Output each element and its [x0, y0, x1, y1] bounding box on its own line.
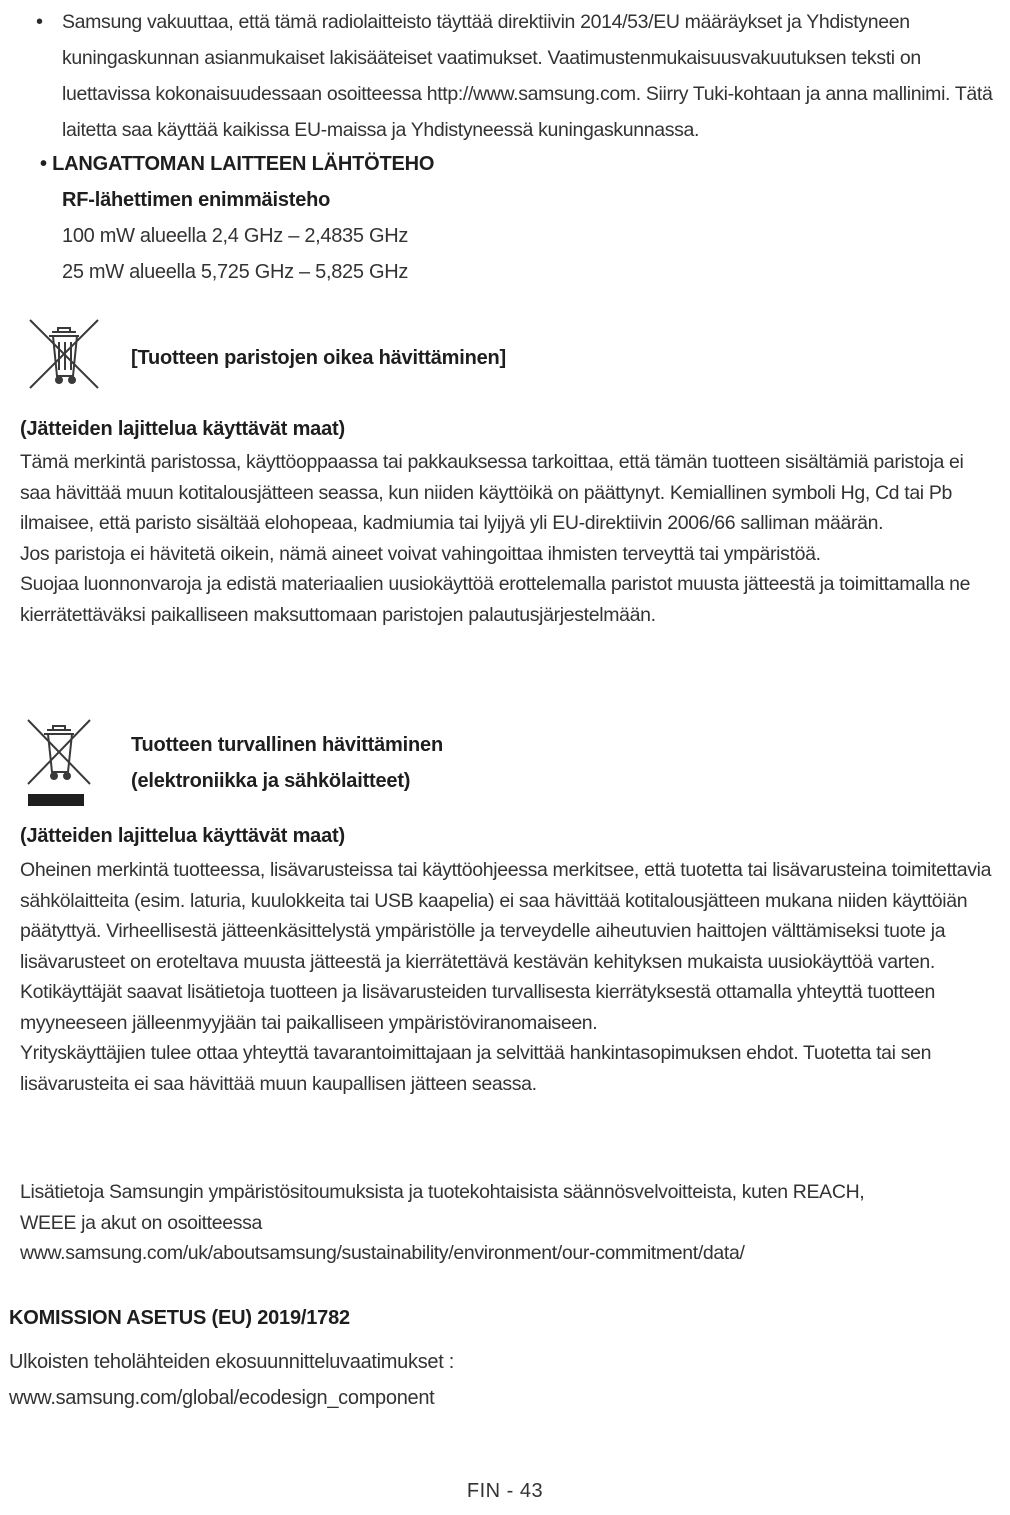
bullet-dot: • [36, 11, 44, 33]
battery-paragraphs [20, 447, 995, 630]
weee-subheading: (Jätteiden lajittelua käyttävät maat) [20, 825, 345, 847]
weee-paragraph-3: Yrityskäyttäjien tulee ottaa yhteyttä tavarantoimittajaan ja selvittää hankintasopimuksen ehdot. Tuotetta tai sen lisävarusteita ei saa hävittää muun kaupallisen jätteen seassa. [20, 1042, 932, 1095]
more-info-line-2: WEEE ja akut on osoitteessa [20, 1211, 263, 1234]
regulation-line: Ulkoisten teholähteiden ekosuunnitteluvaatimukset : [9, 1351, 454, 1373]
rf-line-2-4ghz: 100 mW alueella 2,4 GHz – 2,4835 GHz [62, 225, 409, 247]
regulation-block [9, 1344, 454, 1416]
rf-subheading: RF-lähettimen enimmäisteho [62, 189, 331, 211]
more-info-line-1: Lisätietoja Samsungin ympäristösitoumuksista ja tuotekohtaisista säännösvelvoitteista, kuten REACH, [20, 1181, 865, 1203]
declaration-paragraph: Samsung vakuuttaa, että tämä radiolaitteisto täyttää direktiivin 2014/53/EU määräykset ja Yhdistyneen kuningaskunnan asianmukaiset lakisääteiset vaatimukset. Vaatimustenmukaisuusvakuutuksen teksti on luettavissa kokonaisuudessaan osoitteessa http://www.samsung.com. Siirry Tuki-kohtaan ja anna mallinimi. Tätä laitetta saa käyttää kaikissa EU-maissa ja Yhdistyneessä kuningaskunnassa. [62, 11, 993, 141]
rf-heading: • LANGATTOMAN LAITTEEN LÄHTÖTEHO [40, 153, 435, 175]
rf-output-section [40, 146, 434, 290]
weee-title-line-1: Tuotteen turvallinen hävittäminen [131, 734, 443, 756]
crossed-out-wheelie-bin-with-bar-icon [24, 716, 94, 813]
weee-paragraph-2: Kotikäyttäjät saavat lisätietoja tuotteen ja lisävarusteiden turvallisesta kierrätyksestä ottamalla yhteyttä tuotteen myyneeseen jälleenmyyjään tai paikalliseen ympäristöviranomaiseen. [20, 981, 936, 1034]
page-number: FIN - 43 [466, 1480, 544, 1502]
weee-title-line-2: (elektroniikka ja sähkölaitteet) [131, 770, 411, 792]
weee-paragraph-1: Oheinen merkintä tuotteessa, lisävarusteissa tai käyttöohjeessa merkitsee, että tuotetta tai lisävarusteina toimitettavia sähkölaitteita (esim. laturia, kuulokkeita tai USB kaapelia) ei saa hävittää kotitalousjätteen mukana niiden käyttöiän päätyttyä. Virheellisestä jätteenkäsittelystä ympäristölle ja terveydelle aiheutuvien haittojen välttämiseksi tuote ja lisävarusteet on eroteltava muusta jätteestä ja kierrätettävä kestävän kehityksen mukaista uusiokäyttöä varten. [20, 859, 992, 973]
regulation-title: KOMISSION ASETUS (EU) 2019/1782 [9, 1307, 350, 1329]
rf-line-5ghz: 25 mW alueella 5,725 GHz – 5,825 GHz [62, 261, 409, 283]
battery-paragraph-3: Suojaa luonnonvaroja ja edistä materiaalien uusiokäyttöä erottelemalla paristot muusta jätteestä ja toimittamalla ne kierrätettäväksi paikalliseen maksuttomaan paristojen palautusjärjestelmään. [20, 573, 971, 626]
more-info-block [20, 1177, 995, 1269]
ecodesign-url: www.samsung.com/global/ecodesign_component [9, 1387, 435, 1409]
weee-paragraphs [20, 855, 995, 1099]
battery-disposal-title: [Tuotteen paristojen oikea hävittäminen] [131, 347, 507, 369]
more-info-url: www.samsung.com/uk/aboutsamsung/sustainability/environment/our-commitment/data/ [20, 1242, 745, 1264]
battery-subheading: (Jätteiden lajittelua käyttävät maat) [20, 418, 345, 440]
crossed-out-wheelie-bin-icon [24, 316, 104, 397]
battery-paragraph-1: Tämä merkintä paristossa, käyttöoppaassa tai pakkauksessa tarkoittaa, että tämän tuotteen sisältämiä paristoja ei saa hävittää muun kotitalousjätteen seassa, kun niiden käyttöikä on päättynyt. Kemiallinen symboli Hg, Cd tai Pb ilmaisee, että paristo sisältää elohopeaa, kadmiumia tai lyijyä yli EU-direktiivin 2006/66 salliman määrän. [20, 451, 964, 534]
battery-paragraph-2: Jos paristoja ei hävitetä oikein, nämä aineet voivat vahingoittaa ihmisten terveyttä tai ympäristöä. [20, 542, 821, 565]
